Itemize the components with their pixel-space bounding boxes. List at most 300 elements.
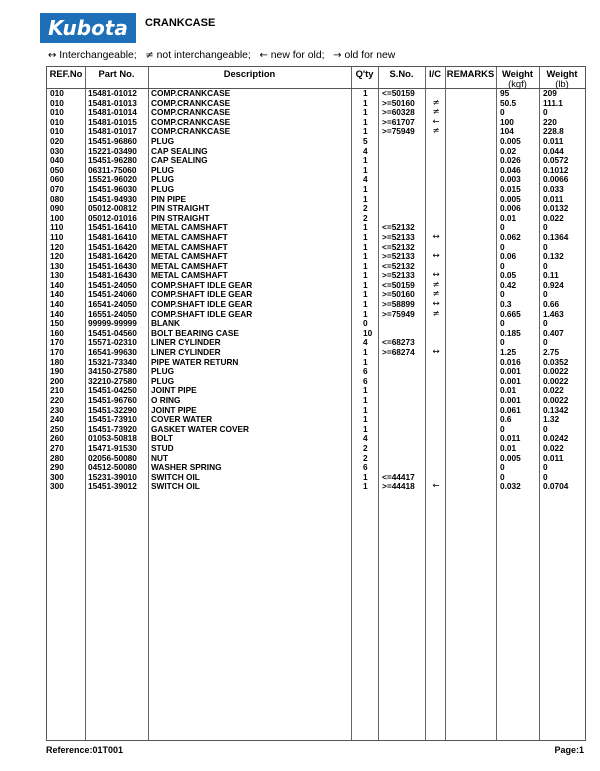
cell-qty: 6 [363, 366, 368, 377]
cell-ref: 070 [50, 183, 64, 194]
cell-weight-kg: 1.25 [500, 347, 517, 358]
cell-qty: 4 [363, 174, 368, 185]
cell-weight-lb: 0 [543, 260, 548, 271]
cell-ref: 010 [50, 88, 64, 98]
cell-weight-lb: 0 [543, 423, 548, 434]
cell-qty: 5 [363, 135, 368, 146]
cell-description: WASHER SPRING [151, 462, 222, 473]
interchangeable-symbol: ↔ [48, 50, 57, 61]
cell-weight-lb: 0.0572 [543, 155, 569, 166]
cell-description: METAL CAMSHAFT [151, 241, 228, 252]
cell-qty: 1 [363, 116, 368, 127]
cell-description: PIN STRAIGHT [151, 212, 210, 223]
header-weight-lb [539, 69, 585, 89]
cell-serial-no: >=61707 [382, 116, 415, 127]
cell-ic-symbol: ← [432, 116, 440, 127]
cell-weight-lb: 0.407 [543, 327, 564, 338]
cell-part-no: 15451-32290 [88, 404, 137, 415]
cell-weight-kg: 0.3 [500, 299, 512, 310]
cell-weight-lb: 228.8 [543, 126, 564, 137]
not-interchangeable-label: not interchangeable; [156, 50, 251, 61]
cell-ref: 170 [50, 337, 64, 348]
cell-weight-lb: 2.75 [543, 347, 560, 358]
cell-weight-kg: 0.005 [500, 135, 521, 146]
cell-ref: 130 [50, 270, 64, 281]
cell-qty: 1 [363, 241, 368, 252]
interchangeable-label: Interchangeable; [59, 50, 137, 61]
cell-serial-no: <=50159 [382, 88, 415, 98]
cell-serial-no: <=50159 [382, 279, 415, 290]
cell-weight-lb: 0.1364 [543, 231, 569, 242]
cell-ic-symbol: ← [432, 481, 440, 492]
cell-ref: 220 [50, 395, 64, 405]
cell-weight-kg: 0 [500, 107, 505, 118]
cell-qty: 4 [363, 433, 368, 444]
footer-reference: Reference:01T001 [46, 745, 124, 755]
cell-ref: 190 [50, 366, 64, 377]
page-title: CRANKCASE [145, 17, 216, 29]
cell-ic-symbol: ≠ [432, 126, 440, 137]
cell-weight-kg: 0.006 [500, 203, 521, 214]
cell-ref: 050 [50, 164, 64, 175]
cell-qty: 1 [363, 404, 368, 415]
cell-weight-lb: 0.011 [543, 193, 564, 204]
cell-description: PLUG [151, 366, 175, 377]
cell-ic-symbol: ≠ [432, 97, 440, 108]
header-qty: Q'ty [355, 68, 374, 79]
cell-serial-no: >=52133 [382, 231, 415, 242]
cell-serial-no: >=68274 [382, 347, 415, 358]
cell-weight-lb: 0.0352 [543, 356, 569, 367]
cell-weight-lb: 0.1012 [543, 164, 569, 175]
cell-description: PLUG [151, 174, 175, 185]
cell-weight-lb: 0 [543, 337, 548, 348]
cell-ic-symbol: ↔ [432, 251, 440, 262]
header-description: Description [223, 68, 276, 79]
cell-ic-symbol: ≠ [432, 289, 440, 300]
cell-qty: 4 [363, 145, 368, 156]
header-ic: I/C [429, 68, 441, 79]
cell-description: BOLT [151, 433, 173, 444]
cell-part-no: 15451-04560 [88, 327, 137, 338]
cell-description: SWITCH OIL [151, 481, 200, 492]
cell-serial-no: <=44417 [382, 471, 415, 482]
cell-ref: 120 [50, 241, 64, 252]
cell-ref: 010 [50, 107, 64, 118]
cell-description: O RING [151, 395, 181, 405]
cell-part-no: 15481-01014 [88, 107, 137, 118]
cell-ref: 260 [50, 433, 64, 444]
cell-part-no: 15521-96020 [88, 174, 137, 185]
cell-ref: 010 [50, 116, 64, 127]
cell-weight-kg: 0 [500, 222, 505, 233]
cell-weight-kg: 0.01 [500, 212, 517, 223]
cell-weight-kg: 0.42 [500, 279, 517, 290]
cell-part-no: 15451-73910 [88, 414, 137, 425]
cell-description: PLUG [151, 183, 175, 194]
cell-serial-no: >=60328 [382, 107, 415, 118]
cell-description: BLANK [151, 318, 181, 329]
cell-ref: 140 [50, 308, 64, 319]
cell-weight-kg: 0.005 [500, 193, 521, 204]
footer-page-number: Page:1 [554, 745, 584, 755]
cell-part-no: 15481-01013 [88, 97, 137, 108]
cell-weight-lb: 0.044 [543, 145, 564, 156]
cell-part-no: 15451-04250 [88, 385, 137, 396]
cell-qty: 1 [363, 260, 368, 271]
cell-weight-kg: 0.06 [500, 251, 517, 262]
cell-weight-kg: 0.011 [500, 433, 521, 444]
cell-weight-kg: 0 [500, 289, 505, 300]
cell-weight-kg: 0.185 [500, 327, 521, 338]
cell-weight-kg: 0.061 [500, 404, 521, 415]
cell-weight-kg: 0 [500, 423, 505, 434]
cell-description: BOLT BEARING CASE [151, 327, 239, 338]
cell-description: METAL CAMSHAFT [151, 231, 228, 242]
cell-part-no: 15451-94930 [88, 193, 137, 204]
cell-serial-no: <=52132 [382, 241, 415, 252]
cell-qty: 1 [363, 299, 368, 310]
cell-description: PIN STRAIGHT [151, 203, 210, 214]
cell-part-no: 15221-03490 [88, 145, 137, 156]
cell-part-no: 15571-02310 [88, 337, 137, 348]
cell-ref: 110 [50, 231, 64, 242]
cell-weight-kg: 0 [500, 318, 505, 329]
header-weight-kg [496, 69, 539, 89]
cell-qty: 1 [363, 107, 368, 118]
cell-part-no: 15481-01017 [88, 126, 137, 137]
cell-weight-lb: 0.0132 [543, 203, 569, 214]
cell-part-no: 34150-27580 [88, 366, 137, 377]
cell-description: COVER WATER [151, 414, 213, 425]
cell-serial-no: >=52133 [382, 251, 415, 262]
cell-serial-no: >=75949 [382, 308, 415, 319]
cell-description: CAP SEALING [151, 155, 208, 166]
cell-part-no: 15451-24060 [88, 289, 137, 300]
cell-weight-lb: 0.0022 [543, 395, 569, 405]
table-header [47, 67, 585, 89]
header-remarks: REMARKS [446, 68, 495, 79]
cell-part-no: 15231-39010 [88, 471, 137, 482]
cell-ic-symbol: ↔ [432, 231, 440, 242]
cell-serial-no: >=52133 [382, 270, 415, 281]
logo-text: Kubota [48, 16, 128, 40]
cell-weight-lb: 0.022 [543, 212, 564, 223]
cell-weight-lb: 220 [543, 116, 557, 127]
cell-weight-kg: 0 [500, 471, 505, 482]
cell-part-no: 15451-24050 [88, 279, 137, 290]
cell-weight-kg: 0 [500, 337, 505, 348]
cell-weight-lb: 0.66 [543, 299, 560, 310]
cell-description: STUD [151, 442, 174, 453]
cell-qty: 2 [363, 442, 368, 453]
legend [48, 50, 395, 61]
cell-part-no: 15451-16420 [88, 241, 137, 252]
cell-ic-symbol: ≠ [432, 279, 440, 290]
cell-qty: 4 [363, 337, 368, 348]
cell-ref: 030 [50, 145, 64, 156]
cell-ref: 140 [50, 289, 64, 300]
cell-description: JOINT PIPE [151, 385, 197, 396]
cell-serial-no: >=50160 [382, 97, 415, 108]
cell-weight-kg: 50.5 [500, 97, 517, 108]
cell-description: COMP.SHAFT IDLE GEAR [151, 299, 253, 310]
cell-qty: 1 [363, 164, 368, 175]
cell-qty: 2 [363, 203, 368, 214]
cell-ic-symbol: ≠ [432, 308, 440, 319]
cell-weight-lb: 0.033 [543, 183, 564, 194]
cell-description: COMP.SHAFT IDLE GEAR [151, 279, 253, 290]
cell-weight-kg: 0.046 [500, 164, 521, 175]
cell-weight-lb: 0 [543, 222, 548, 233]
header-weight-kg-unit: (kgf) [508, 78, 527, 89]
cell-part-no: 15481-16410 [88, 231, 137, 242]
cell-qty: 1 [363, 155, 368, 166]
cell-weight-lb: 0 [543, 289, 548, 300]
cell-ref: 180 [50, 356, 64, 367]
cell-description: COMP.CRANKCASE [151, 126, 231, 137]
cell-description: SWITCH OIL [151, 471, 200, 482]
cell-weight-kg: 0.665 [500, 308, 521, 319]
cell-part-no: 15481-16420 [88, 251, 137, 262]
new-for-old-label: new for old; [270, 50, 325, 61]
cell-part-no: 15451-96860 [88, 135, 137, 146]
cell-part-no: 02056-50080 [88, 452, 137, 463]
cell-description: METAL CAMSHAFT [151, 260, 228, 271]
parts-table [46, 66, 586, 741]
cell-description: COMP.CRANKCASE [151, 107, 231, 118]
not-interchangeable-symbol: ≠ [145, 50, 154, 61]
cell-ref: 150 [50, 318, 64, 329]
cell-ref: 010 [50, 97, 64, 108]
cell-part-no: 15481-01012 [88, 88, 137, 98]
cell-ic-symbol: ↔ [432, 347, 440, 358]
cell-weight-lb: 0 [543, 107, 548, 118]
cell-ref: 290 [50, 462, 64, 473]
cell-ref: 240 [50, 414, 64, 425]
cell-weight-lb: 0.011 [543, 452, 564, 463]
cell-description: COMP.CRANKCASE [151, 97, 231, 108]
header-ref: REF.No [49, 68, 83, 79]
cell-description: PIPE WATER RETURN [151, 356, 239, 367]
cell-part-no: 01053-50818 [88, 433, 137, 444]
cell-ic-symbol: ↔ [432, 299, 440, 310]
cell-description: LINER CYLINDER [151, 337, 221, 348]
cell-weight-kg: 0.015 [500, 183, 521, 194]
cell-weight-kg: 0 [500, 241, 505, 252]
header-part-no: Part No. [98, 68, 135, 79]
cell-weight-kg: 0.032 [500, 481, 521, 492]
cell-serial-no: >=75949 [382, 126, 415, 137]
cell-qty: 1 [363, 126, 368, 137]
cell-weight-kg: 0.01 [500, 442, 517, 453]
cell-description: COMP.SHAFT IDLE GEAR [151, 289, 253, 300]
table-body [47, 89, 585, 492]
cell-weight-lb: 0.924 [543, 279, 564, 290]
cell-ref: 140 [50, 299, 64, 310]
cell-qty: 1 [363, 279, 368, 290]
cell-weight-kg: 100 [500, 116, 514, 127]
cell-weight-kg: 0.6 [500, 414, 512, 425]
cell-ref: 130 [50, 260, 64, 271]
cell-weight-lb: 0.11 [543, 270, 559, 281]
cell-ref: 020 [50, 135, 64, 146]
cell-weight-kg: 0.062 [500, 231, 521, 242]
cell-qty: 2 [363, 212, 368, 223]
cell-description: METAL CAMSHAFT [151, 270, 228, 281]
cell-qty: 1 [363, 423, 368, 434]
cell-weight-lb: 209 [543, 88, 557, 98]
table-row [47, 482, 585, 492]
cell-weight-lb: 0.0022 [543, 366, 569, 377]
cell-part-no: 15451-96030 [88, 183, 137, 194]
cell-weight-kg: 0.003 [500, 174, 521, 185]
cell-weight-lb: 0.1342 [543, 404, 569, 415]
cell-description: PLUG [151, 375, 175, 386]
header-weight-lb-label: Weight [546, 68, 578, 79]
cell-qty: 1 [363, 471, 368, 482]
cell-qty: 1 [363, 395, 368, 405]
cell-qty: 1 [363, 347, 368, 358]
cell-part-no: 15471-91530 [88, 442, 137, 453]
cell-weight-kg: 0 [500, 260, 505, 271]
cell-description: JOINT PIPE [151, 404, 197, 415]
cell-qty: 1 [363, 356, 368, 367]
cell-ref: 010 [50, 126, 64, 137]
old-for-new-label: old for new [344, 50, 396, 61]
cell-part-no: 15451-73920 [88, 423, 137, 434]
cell-ic-symbol: ↔ [432, 270, 440, 281]
cell-qty: 0 [363, 318, 368, 329]
cell-description: CAP SEALING [151, 145, 208, 156]
cell-weight-lb: 1.463 [543, 308, 564, 319]
cell-ref: 120 [50, 251, 64, 262]
cell-ref: 300 [50, 471, 64, 482]
cell-weight-lb: 0.0242 [543, 433, 569, 444]
cell-qty: 1 [363, 481, 368, 492]
cell-part-no: 04512-50080 [88, 462, 137, 473]
cell-qty: 1 [363, 231, 368, 242]
cell-description: GASKET WATER COVER [151, 423, 250, 434]
cell-ref: 060 [50, 174, 64, 185]
cell-weight-kg: 0.001 [500, 395, 521, 405]
cell-qty: 1 [363, 97, 368, 108]
cell-qty: 1 [363, 88, 368, 98]
cell-serial-no: <=52132 [382, 222, 415, 233]
cell-description: METAL CAMSHAFT [151, 251, 228, 262]
cell-ref: 270 [50, 442, 64, 453]
cell-weight-lb: 1.32 [543, 414, 560, 425]
cell-qty: 1 [363, 183, 368, 194]
cell-qty: 1 [363, 289, 368, 300]
cell-ref: 110 [50, 222, 64, 233]
cell-weight-kg: 0.001 [500, 366, 521, 377]
cell-part-no: 16551-24050 [88, 308, 137, 319]
cell-qty: 1 [363, 385, 368, 396]
cell-weight-lb: 0.0022 [543, 375, 569, 386]
cell-qty: 1 [363, 222, 368, 233]
cell-ref: 280 [50, 452, 64, 463]
cell-qty: 1 [363, 251, 368, 262]
cell-part-no: 15451-16430 [88, 260, 137, 271]
cell-ic-symbol: ≠ [432, 107, 440, 118]
cell-weight-lb: 0 [543, 462, 548, 473]
cell-weight-lb: 111.1 [543, 97, 563, 108]
cell-weight-kg: 0.026 [500, 155, 521, 166]
cell-qty: 1 [363, 270, 368, 281]
cell-ref: 160 [50, 327, 64, 338]
cell-part-no: 05012-00812 [88, 203, 137, 214]
cell-ref: 090 [50, 203, 64, 214]
cell-weight-kg: 0 [500, 462, 505, 473]
cell-description: COMP.SHAFT IDLE GEAR [151, 308, 253, 319]
cell-weight-lb: 0 [543, 471, 548, 482]
cell-description: PLUG [151, 164, 175, 175]
old-for-new-symbol: → [333, 50, 342, 61]
cell-serial-no: >=50160 [382, 289, 415, 300]
cell-weight-kg: 0.01 [500, 385, 517, 396]
cell-qty: 6 [363, 462, 368, 473]
cell-part-no: 15451-96280 [88, 155, 137, 166]
cell-weight-kg: 0.016 [500, 356, 521, 367]
new-for-old-symbol: ← [259, 50, 268, 61]
cell-qty: 1 [363, 193, 368, 204]
cell-description: LINER CYLINDER [151, 347, 221, 358]
cell-description: COMP.CRANKCASE [151, 116, 231, 127]
cell-description: NUT [151, 452, 169, 463]
cell-part-no: 32210-27580 [88, 375, 137, 386]
cell-description: PIN PIPE [151, 193, 187, 204]
cell-serial-no: >=44418 [382, 481, 415, 492]
cell-weight-kg: 104 [500, 126, 514, 137]
cell-description: METAL CAMSHAFT [151, 222, 228, 233]
cell-ref: 250 [50, 423, 64, 434]
cell-qty: 6 [363, 375, 368, 386]
cell-description: PLUG [151, 135, 175, 146]
cell-weight-lb: 0.022 [543, 442, 564, 453]
cell-ref: 200 [50, 375, 64, 386]
cell-part-no: 15481-16430 [88, 270, 137, 281]
cell-serial-no: >=58899 [382, 299, 415, 310]
cell-weight-kg: 0.005 [500, 452, 521, 463]
cell-qty: 2 [363, 452, 368, 463]
cell-ref: 100 [50, 212, 64, 223]
kubota-logo [40, 13, 136, 43]
cell-weight-kg: 0.05 [500, 270, 517, 281]
cell-description: COMP.CRANKCASE [151, 88, 231, 98]
cell-ref: 040 [50, 155, 64, 166]
cell-weight-lb: 0.132 [543, 251, 564, 262]
cell-ref: 300 [50, 481, 64, 492]
cell-part-no: 05012-01016 [88, 212, 137, 223]
cell-ref: 080 [50, 193, 64, 204]
cell-part-no: 15321-73340 [88, 356, 137, 367]
cell-part-no: 15451-16410 [88, 222, 137, 233]
cell-ref: 230 [50, 404, 64, 415]
cell-weight-lb: 0.0704 [543, 481, 569, 492]
cell-qty: 1 [363, 414, 368, 425]
cell-part-no: 99999-99999 [88, 318, 137, 329]
cell-qty: 1 [363, 308, 368, 319]
cell-serial-no: <=68273 [382, 337, 415, 348]
header-serial-no: S.No. [389, 68, 414, 79]
cell-qty: 10 [363, 327, 373, 338]
cell-weight-kg: 0.001 [500, 375, 521, 386]
cell-serial-no: <=52132 [382, 260, 415, 271]
cell-part-no: 15451-39012 [88, 481, 137, 492]
cell-ref: 170 [50, 347, 64, 358]
cell-ref: 210 [50, 385, 64, 396]
